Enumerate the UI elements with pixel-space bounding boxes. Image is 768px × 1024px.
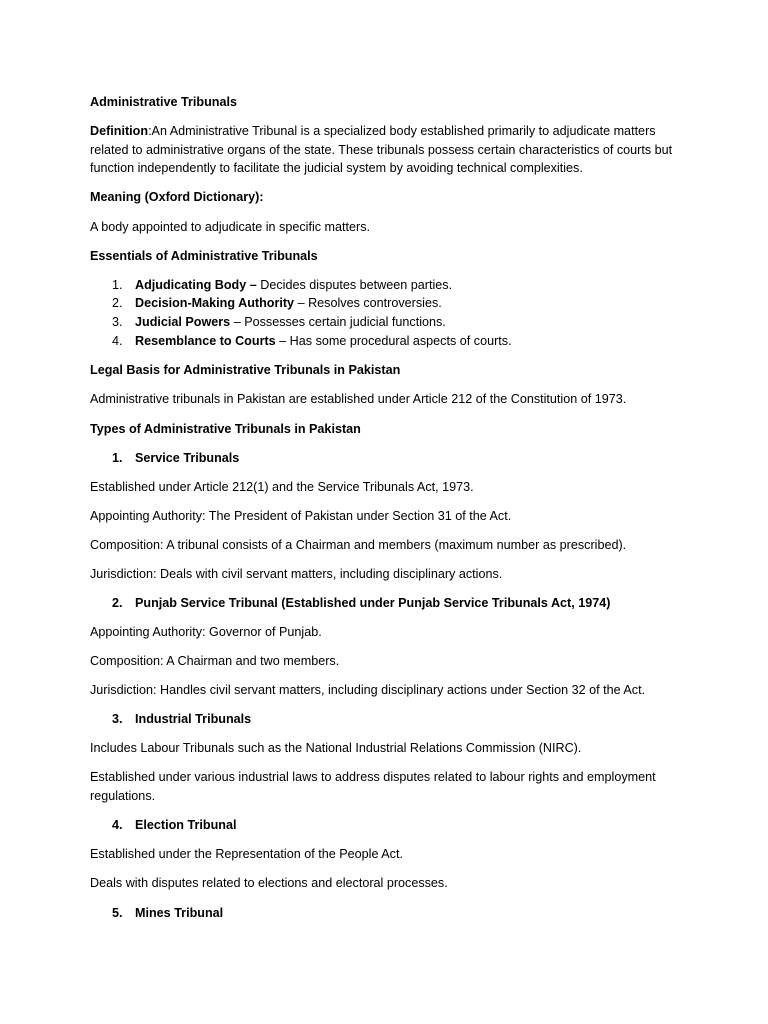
paragraph: Established under the Representation of the People Act. bbox=[90, 847, 403, 861]
paragraph: Appointing Authority: Governor of Punjab. bbox=[90, 625, 322, 639]
paragraph: Composition: A tribunal consists of a Chairman and members (maximum number as prescribed). bbox=[90, 538, 627, 552]
list-term: Resemblance to Courts bbox=[135, 334, 276, 348]
list-desc: – Has some procedural aspects of courts. bbox=[275, 334, 512, 348]
definition-paragraph bbox=[90, 122, 675, 178]
meaning-heading: Meaning (Oxford Dictionary): bbox=[90, 190, 264, 204]
list-number: 3. bbox=[112, 712, 123, 726]
list-desc: – Possesses certain judicial functions. bbox=[230, 315, 446, 329]
list-desc: – Resolves controversies. bbox=[294, 296, 442, 310]
type-title: Service Tribunals bbox=[135, 451, 240, 465]
definition-text: :An Administrative Tribunal is a specialized body established primarily to adjudicate matters related to administrative organs of the state. These tribunals possess certain characteristics of courts but function independently to facilitate the judicial system by avoiding technical complexities. bbox=[90, 124, 673, 175]
list-number: 4. bbox=[112, 818, 123, 832]
legal-basis-heading: Legal Basis for Administrative Tribunals in Pakistan bbox=[90, 363, 401, 377]
paragraph: Deals with disputes related to elections and electoral processes. bbox=[90, 876, 448, 890]
list-number: 1. bbox=[112, 278, 123, 292]
list-number: 1. bbox=[112, 451, 123, 465]
list-number: 3. bbox=[112, 315, 123, 329]
types-heading: Types of Administrative Tribunals in Pakistan bbox=[90, 422, 361, 436]
type-title: Punjab Service Tribunal (Established under Punjab Service Tribunals Act, 1974) bbox=[135, 596, 611, 610]
meaning-text: A body appointed to adjudicate in specific matters. bbox=[90, 220, 371, 234]
paragraph: Established under Article 212(1) and the Service Tribunals Act, 1973. bbox=[90, 480, 474, 494]
type-title: Mines Tribunal bbox=[135, 906, 224, 920]
paragraph: Established under various industrial laws to address disputes related to labour rights and employment regulations. bbox=[90, 770, 656, 803]
list-term: Judicial Powers bbox=[135, 315, 231, 329]
list-number: 2. bbox=[112, 596, 123, 610]
paragraph: Jurisdiction: Deals with civil servant matters, including disciplinary actions. bbox=[90, 567, 503, 581]
list-desc: Decides disputes between parties. bbox=[256, 278, 453, 292]
list-number: 5. bbox=[112, 906, 123, 920]
definition-label: Definition bbox=[90, 124, 149, 138]
paragraph: Jurisdiction: Handles civil servant matters, including disciplinary actions under Section 32 of the Act. bbox=[90, 683, 646, 697]
paragraph: Appointing Authority: The President of Pakistan under Section 31 of the Act. bbox=[90, 509, 512, 523]
legal-basis-text: Administrative tribunals in Pakistan are established under Article 212 of the Constitution of 1973. bbox=[90, 392, 627, 406]
list-number: 2. bbox=[112, 296, 123, 310]
essentials-heading: Essentials of Administrative Tribunals bbox=[90, 249, 318, 263]
list-number: 4. bbox=[112, 334, 123, 348]
list-term: Decision-Making Authority bbox=[135, 296, 295, 310]
type-title: Election Tribunal bbox=[135, 818, 237, 832]
paragraph: Composition: A Chairman and two members. bbox=[90, 654, 340, 668]
paragraph: Includes Labour Tribunals such as the National Industrial Relations Commission (NIRC). bbox=[90, 741, 582, 755]
list-term: Adjudicating Body – bbox=[135, 278, 257, 292]
document-title: Administrative Tribunals bbox=[90, 95, 237, 109]
type-title: Industrial Tribunals bbox=[135, 712, 252, 726]
